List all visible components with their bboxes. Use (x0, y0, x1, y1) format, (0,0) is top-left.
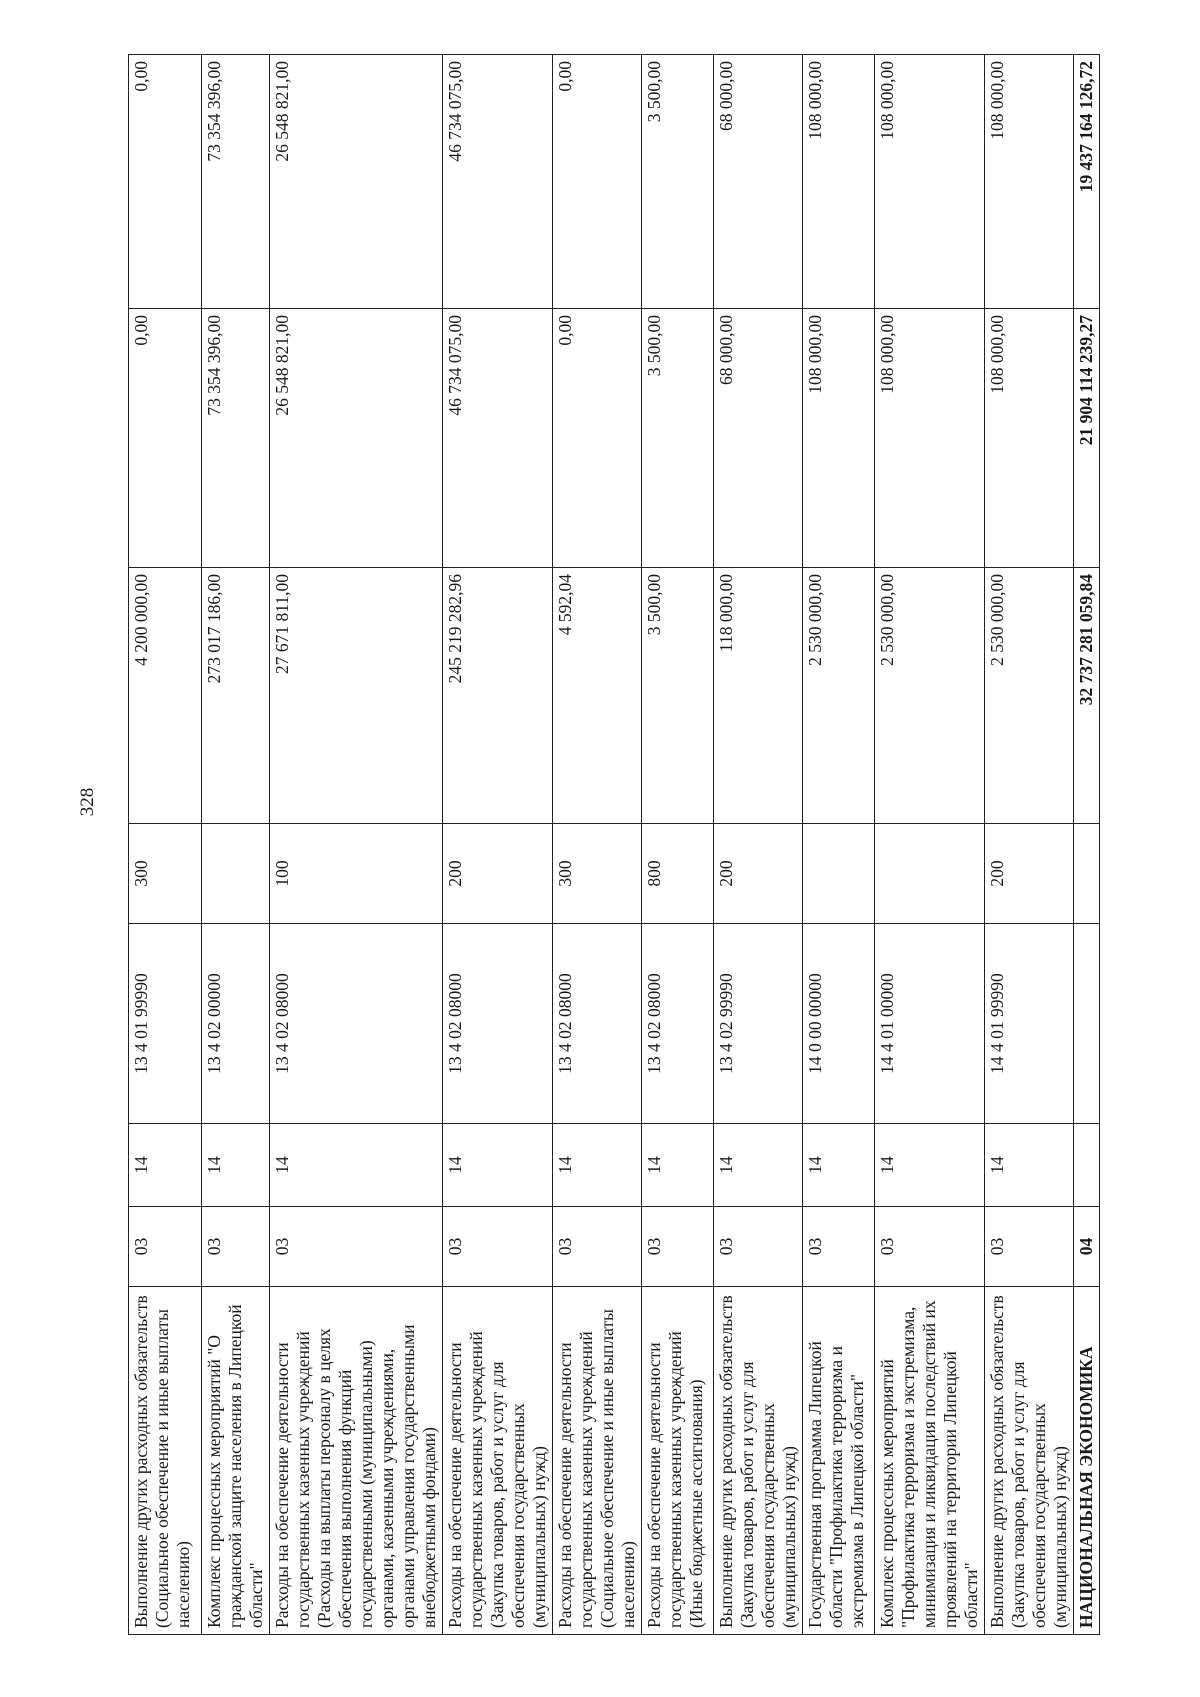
row-section: 03 (202, 1207, 270, 1287)
row-amount-1: 245 219 282,96 (443, 568, 553, 824)
row-target-code: 14 0 00 00000 (803, 924, 875, 1124)
row-section: 03 (129, 1207, 202, 1287)
row-amount-1: 2 530 000,00 (875, 568, 985, 824)
row-section: 03 (875, 1207, 985, 1287)
row-subsection: 14 (714, 1124, 803, 1207)
row-target-code: 13 4 02 08000 (642, 924, 714, 1124)
row-subsection: 14 (553, 1124, 642, 1207)
row-section: 03 (985, 1207, 1074, 1287)
row-amount-3: 108 000,00 (875, 55, 985, 309)
table-row (270, 55, 443, 1635)
row-name: Комплекс процессных мероприятий "Профилактика терроризма и экстремизма, минимизация и ликвидация последствий их проявлений на территории Липецкой области" (875, 1287, 985, 1635)
row-subsection (1074, 1124, 1100, 1207)
row-expense-kind (1074, 824, 1100, 924)
row-target-code: 13 4 02 08000 (553, 924, 642, 1124)
row-name: Расходы на обеспечение деятельности государственных казенных учреждений (Социальное обеспечение и иные выплаты населению) (553, 1287, 642, 1635)
row-amount-2: 0,00 (129, 309, 202, 568)
row-amount-1: 3 500,00 (642, 568, 714, 824)
row-amount-3: 3 500,00 (642, 55, 714, 309)
row-target-code: 13 4 02 08000 (270, 924, 443, 1124)
row-name: Расходы на обеспечение деятельности государственных казенных учреждений (Расходы на выплаты персоналу в целях обеспечения выполнения функций государственными (муниципальными) органами, казенными учреждениями, органами управления государственными внебюджетными фондами) (270, 1287, 443, 1635)
row-name: Расходы на обеспечение деятельности государственных казенных учреждений (Закупка товаров, работ и услуг для обеспечения государственных (муниципальных) нужд) (443, 1287, 553, 1635)
row-section: 03 (714, 1207, 803, 1287)
table-row (875, 55, 985, 1635)
row-target-code: 13 4 01 99990 (129, 924, 202, 1124)
row-amount-2: 108 000,00 (875, 309, 985, 568)
table-row (803, 55, 875, 1635)
row-expense-kind: 200 (714, 824, 803, 924)
row-target-code: 13 4 02 00000 (202, 924, 270, 1124)
row-section: 03 (803, 1207, 875, 1287)
row-section: 03 (642, 1207, 714, 1287)
row-subsection: 14 (875, 1124, 985, 1207)
row-amount-3: 73 354 396,00 (202, 55, 270, 309)
row-amount-2: 73 354 396,00 (202, 309, 270, 568)
row-amount-1: 27 671 811,00 (270, 568, 443, 824)
row-subsection: 14 (443, 1124, 553, 1207)
row-amount-1: 273 017 186,00 (202, 568, 270, 824)
row-amount-1: 2 530 000,00 (985, 568, 1074, 824)
row-amount-3: 68 000,00 (714, 55, 803, 309)
row-section: 04 (1074, 1207, 1100, 1287)
row-target-code: 14 4 01 99990 (985, 924, 1074, 1124)
row-target-code: 13 4 02 99990 (714, 924, 803, 1124)
row-amount-2: 26 548 821,00 (270, 309, 443, 568)
row-amount-1: 118 000,00 (714, 568, 803, 824)
row-amount-3: 0,00 (129, 55, 202, 309)
row-target-code: 13 4 02 08000 (443, 924, 553, 1124)
table-row (553, 55, 642, 1635)
row-name: НАЦИОНАЛЬНАЯ ЭКОНОМИКА (1074, 1287, 1100, 1635)
row-amount-2: 108 000,00 (985, 309, 1074, 568)
row-expense-kind: 200 (443, 824, 553, 924)
row-section: 03 (270, 1207, 443, 1287)
table-row (985, 55, 1074, 1635)
row-amount-2: 0,00 (553, 309, 642, 568)
row-subsection: 14 (270, 1124, 443, 1207)
row-name: Выполнение других расходных обязательств (Закупка товаров, работ и услуг для обеспечения государственных (муниципальных) нужд) (714, 1287, 803, 1635)
row-section: 03 (553, 1207, 642, 1287)
row-expense-kind: 300 (129, 824, 202, 924)
row-target-code (1074, 924, 1100, 1124)
row-amount-2: 46 734 075,00 (443, 309, 553, 568)
row-amount-1: 4 200 000,00 (129, 568, 202, 824)
row-subsection: 14 (642, 1124, 714, 1207)
page-number: 328 (77, 787, 98, 817)
row-amount-2: 108 000,00 (803, 309, 875, 568)
row-expense-kind: 800 (642, 824, 714, 924)
row-subsection: 14 (985, 1124, 1074, 1207)
row-expense-kind (875, 824, 985, 924)
row-name: Комплекс процессных мероприятий "О гражданской защите населения в Липецкой области" (202, 1287, 270, 1635)
row-section: 03 (443, 1207, 553, 1287)
table-row (714, 55, 803, 1635)
row-subsection: 14 (803, 1124, 875, 1207)
row-expense-kind: 100 (270, 824, 443, 924)
row-amount-3: 26 548 821,00 (270, 55, 443, 309)
row-amount-3: 108 000,00 (985, 55, 1074, 309)
row-amount-3: 46 734 075,00 (443, 55, 553, 309)
row-expense-kind (803, 824, 875, 924)
row-name: Государственная программа Липецкой области "Профилактика терроризма и экстремизма в Липецкой области" (803, 1287, 875, 1635)
table-body (129, 55, 1100, 1635)
row-amount-2: 3 500,00 (642, 309, 714, 568)
row-amount-2: 68 000,00 (714, 309, 803, 568)
row-expense-kind: 300 (553, 824, 642, 924)
row-target-code: 14 4 01 00000 (875, 924, 985, 1124)
row-amount-3: 19 437 164 126,72 (1074, 55, 1100, 309)
row-amount-1: 32 737 281 059,84 (1074, 568, 1100, 824)
row-amount-1: 2 530 000,00 (803, 568, 875, 824)
row-name: Расходы на обеспечение деятельности государственных казенных учреждений (Иные бюджетные ассигнования) (642, 1287, 714, 1635)
budget-table (128, 55, 1096, 1635)
table-row (443, 55, 553, 1635)
row-amount-3: 108 000,00 (803, 55, 875, 309)
row-amount-1: 4 592,04 (553, 568, 642, 824)
row-name: Выполнение других расходных обязательств (Социальное обеспечение и иные выплаты населению) (129, 1287, 202, 1635)
row-expense-kind (202, 824, 270, 924)
row-amount-3: 0,00 (553, 55, 642, 309)
table-row (202, 55, 270, 1635)
row-expense-kind: 200 (985, 824, 1074, 924)
row-amount-2: 21 904 114 239,27 (1074, 309, 1100, 568)
row-subsection: 14 (129, 1124, 202, 1207)
total-row (1074, 55, 1100, 1635)
row-subsection: 14 (202, 1124, 270, 1207)
row-name: Выполнение других расходных обязательств (Закупка товаров, работ и услуг для обеспечения государственных (муниципальных) нужд) (985, 1287, 1074, 1635)
table-row (642, 55, 714, 1635)
table-row (129, 55, 202, 1635)
